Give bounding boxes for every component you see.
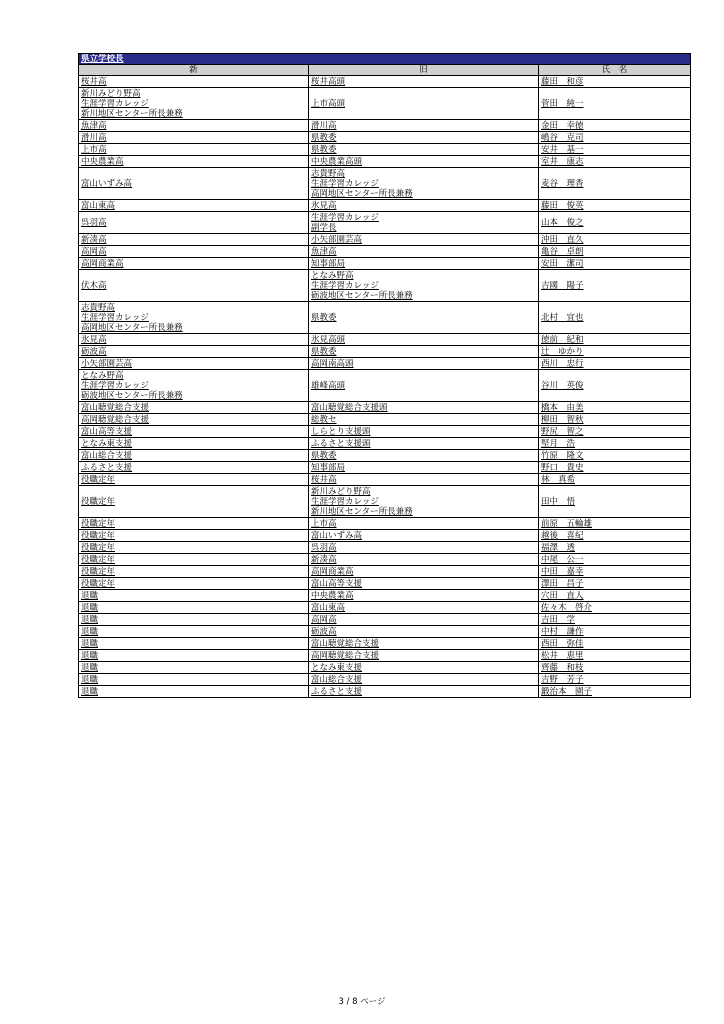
old-post-cell-line: 富山聴覚総合支援 [311,638,380,649]
old-post-cell-line: 富山いずみ高 [311,530,363,541]
old-post-cell-line: 知事部局 [311,462,346,473]
old-post-cell [309,370,539,402]
name-cell: 野口 貴史 [539,462,691,474]
old-post-cell [309,258,539,270]
name-cell: 松井 恵里 [539,650,691,662]
table-row [79,270,691,302]
old-post-cell-line: 県教委 [311,144,337,155]
new-post-cell-line: 富山東高 [81,200,116,211]
old-post-cell [309,246,539,258]
name-cell: 谷川 英俊 [539,370,691,402]
personnel-sheet [78,53,690,698]
old-post-cell-line: 高岡高 [311,614,337,625]
new-post-cell-line: 桜井高 [81,76,107,87]
new-post-cell-line: 伏木高 [81,280,107,291]
new-post-cell [79,246,309,258]
old-post-cell-line: 副学長 [311,222,337,233]
table-row [79,234,691,246]
new-post-cell-line: 富山高等支援 [81,426,133,437]
old-post-cell [309,638,539,650]
table-row [79,246,691,258]
new-post-cell [79,212,309,234]
name-cell: 中村 謙作 [539,626,691,638]
name-cell: 柳田 智秋 [539,414,691,426]
table-row [79,212,691,234]
old-post-cell-line: 富山総合支援 [311,674,363,685]
old-post-cell-line: となみ野高 [311,270,354,281]
new-post-cell [79,450,309,462]
old-post-cell-line: 中央農業高 [311,590,354,601]
new-post-cell-line: 新川地区センター所長兼務 [81,108,183,119]
name-cell: 北村 宜也 [539,302,691,334]
table-row [79,450,691,462]
name-cell: 齊藤 和枝 [539,662,691,674]
name-cell: 亀谷 卓朗 [539,246,691,258]
new-post-cell [79,662,309,674]
new-post-cell [79,626,309,638]
old-post-cell-line: しらとり支援頭 [311,426,371,437]
old-post-cell-line: 生涯学習カレッジ [311,496,379,507]
new-post-cell-line: 役職定年 [81,474,116,485]
new-post-cell-line: となみ東支援 [81,438,133,449]
new-post-cell-line: 富山総合支援 [81,450,133,461]
new-post-cell [79,88,309,120]
name-cell: 藤田 俊英 [539,200,691,212]
old-post-cell-line: 高岡地区センター所長兼務 [311,188,413,199]
new-post-cell-line: 退職 [81,686,99,697]
old-post-cell-line: 生涯学習カレッジ [311,280,379,291]
new-post-cell-line: 生涯学習カレッジ [81,312,149,323]
new-post-cell-line: 退職 [81,650,99,661]
old-post-cell [309,144,539,156]
name-cell: 吉田 学 [539,614,691,626]
new-post-cell [79,638,309,650]
old-post-cell-line: 知事部局 [311,258,346,269]
old-post-cell [309,212,539,234]
table-row [79,578,691,590]
new-post-cell-line: 高岡高 [81,246,107,257]
table-row [79,486,691,518]
table-row [79,626,691,638]
old-post-cell [309,650,539,662]
table-row [79,346,691,358]
new-post-cell [79,438,309,450]
old-post-cell-line: 生涯学習カレッジ [311,178,379,189]
table-row [79,474,691,486]
name-cell: 西川 忠行 [539,358,691,370]
old-post-cell [309,156,539,168]
old-post-cell [309,530,539,542]
old-post-cell-line: 生涯学習カレッジ [311,212,379,223]
old-post-cell-line: 県教委 [311,450,337,461]
name-cell: 福澤 透 [539,542,691,554]
name-cell: 徳前 紀和 [539,334,691,346]
new-post-cell-line: 砺波高 [81,346,107,357]
new-post-cell [79,650,309,662]
new-post-cell-line: 役職定年 [81,518,116,529]
new-post-cell-line: 魚津高 [81,120,107,131]
new-post-cell [79,346,309,358]
old-post-cell [309,402,539,414]
name-cell: 野尻 智之 [539,426,691,438]
old-post-cell [309,486,539,518]
old-post-cell [309,578,539,590]
old-post-cell [309,438,539,450]
old-post-cell [309,426,539,438]
old-post-cell [309,234,539,246]
old-post-cell [309,346,539,358]
old-post-cell [309,358,539,370]
old-post-cell-line: 魚津高 [311,246,337,257]
name-cell: 麦谷 理香 [539,168,691,200]
name-cell: 澤田 昌子 [539,578,691,590]
old-post-cell-line: 県教委 [311,346,337,357]
new-post-cell [79,686,309,698]
new-post-cell-line: 氷見高 [81,334,107,345]
table-row [79,402,691,414]
old-post-cell [309,474,539,486]
table-row [79,602,691,614]
new-post-cell [79,76,309,88]
new-post-cell-line: 退職 [81,638,99,649]
new-post-cell [79,334,309,346]
old-post-cell-line: 氷見高 [311,200,337,211]
old-post-cell [309,662,539,674]
new-post-cell [79,602,309,614]
name-cell: 安田 潔司 [539,258,691,270]
table-row [79,358,691,370]
old-post-cell-line: となみ東支援 [311,662,363,673]
new-post-cell [79,554,309,566]
new-post-cell [79,132,309,144]
new-post-cell [79,156,309,168]
new-post-cell-line: 富山聴覚総合支援 [81,402,150,413]
header-row [79,65,691,76]
table-row [79,542,691,554]
old-post-cell [309,686,539,698]
old-post-cell-line: 砺波高 [311,626,337,637]
section-title: 県立学校長 [79,54,691,65]
table-row [79,462,691,474]
old-post-cell [309,334,539,346]
table-row [79,518,691,530]
old-post-cell-line: 新川みどり野高 [311,486,371,497]
table-row [79,554,691,566]
old-post-cell-line: 桜井高頭 [311,76,346,87]
new-post-cell [79,258,309,270]
old-post-cell-line: 上市高頭 [311,98,346,109]
new-post-cell [79,144,309,156]
new-post-cell [79,302,309,334]
old-post-cell-line: 上市高 [311,518,337,529]
new-post-cell-line: 退職 [81,602,99,613]
new-post-cell-line: 役職定年 [81,530,116,541]
new-post-cell-line: 新川みどり野高 [81,88,141,99]
name-cell: 金田 幸徳 [539,120,691,132]
new-post-cell-line: 呉羽高 [81,217,107,228]
table-row [79,200,691,212]
old-post-cell [309,270,539,302]
new-post-cell [79,474,309,486]
old-post-cell-line: 富山高等支援 [311,578,363,589]
new-post-cell-line: 役職定年 [81,578,116,589]
old-post-cell [309,674,539,686]
name-cell: 辻 ゆかり [539,346,691,358]
name-cell: 西田 弥佳 [539,638,691,650]
table-row [79,590,691,602]
table-row [79,144,691,156]
old-post-cell-line: ふるさと支援 [311,686,363,697]
new-post-cell-line: ふるさと支援 [81,462,133,473]
new-post-cell [79,590,309,602]
old-post-cell-line: 新川地区センター所長兼務 [311,506,413,517]
header-name: 氏 名 [539,65,691,76]
old-post-cell-line: 新湊高 [311,554,337,565]
old-post-cell-line: 富山東高 [311,602,346,613]
new-post-cell [79,168,309,200]
new-post-cell-line: 退職 [81,614,99,625]
old-post-cell-line: 桜井高 [311,474,337,485]
new-post-cell [79,566,309,578]
new-post-cell [79,414,309,426]
new-post-cell-line: 役職定年 [81,496,116,507]
new-post-cell [79,578,309,590]
new-post-cell-line: 役職定年 [81,542,116,553]
table-row [79,120,691,132]
table-body [79,76,691,698]
table-row [79,426,691,438]
name-cell: 竹原 隆文 [539,450,691,462]
old-post-cell-line: 志貴野高 [311,168,346,179]
old-post-cell [309,76,539,88]
table-row [79,438,691,450]
name-cell: 安井 基一 [539,144,691,156]
old-post-cell-line: 中央農業高頭 [311,156,363,167]
new-post-cell [79,542,309,554]
table-row [79,530,691,542]
new-post-cell [79,518,309,530]
new-post-cell-line: となみ野高 [81,370,124,381]
old-post-cell [309,168,539,200]
new-post-cell [79,674,309,686]
new-post-cell-line: 退職 [81,662,99,673]
old-post-cell [309,88,539,120]
old-post-cell-line: 総教セ [311,414,337,425]
old-post-cell [309,626,539,638]
new-post-cell [79,530,309,542]
new-post-cell-line: 役職定年 [81,566,116,577]
old-post-cell-line: 高岡聴覚総合支援 [311,650,380,661]
old-post-cell [309,590,539,602]
new-post-cell [79,120,309,132]
table-row [79,686,691,698]
name-cell: 堅月 浩 [539,438,691,450]
page-number: 3 / 8 ページ [338,997,386,1007]
table-row [79,674,691,686]
table-row [79,334,691,346]
new-post-cell [79,462,309,474]
name-cell: 中尾 公一 [539,554,691,566]
old-post-cell [309,602,539,614]
table-row [79,302,691,334]
old-post-cell-line: 富山聴覚総合支援頭 [311,402,388,413]
table-row [79,614,691,626]
new-post-cell-line: 役職定年 [81,554,116,565]
new-post-cell-line: 新湊高 [81,234,107,245]
name-cell: 中田 嘉幸 [539,566,691,578]
old-post-cell [309,200,539,212]
name-cell: 前原 五輪雄 [539,518,691,530]
new-post-cell-line: 生涯学習カレッジ [81,98,149,109]
name-cell: 佐々木 啓介 [539,602,691,614]
name-cell: 林 真希 [539,474,691,486]
new-post-cell-line: 退職 [81,626,99,637]
table-row [79,76,691,88]
old-post-cell-line: 小矢部園芸高 [311,234,363,245]
table-row [79,370,691,402]
table-row [79,132,691,144]
new-post-cell [79,234,309,246]
table-row [79,638,691,650]
old-post-cell-line: 呉羽高 [311,542,337,553]
new-post-cell-line: 志貴野高 [81,302,116,313]
name-cell: 穴田 直人 [539,590,691,602]
name-cell: 鍛治本 園子 [539,686,691,698]
name-cell: 室井 康志 [539,156,691,168]
old-post-cell-line: 高岡商業高 [311,566,354,577]
table-row [79,662,691,674]
old-post-cell-line: 雄峰高頭 [311,380,346,391]
old-post-cell-line: 氷見高頭 [311,334,346,345]
old-post-cell [309,614,539,626]
new-post-cell-line: 中央農業高 [81,156,124,167]
new-post-cell [79,358,309,370]
personnel-table [78,53,691,698]
name-cell: 嶋谷 克司 [539,132,691,144]
new-post-cell-line: 砺波地区センター所長兼務 [81,390,183,401]
name-cell: 越後 喜紀 [539,530,691,542]
new-post-cell [79,486,309,518]
new-post-cell-line: 富山いずみ高 [81,178,133,189]
old-post-cell [309,566,539,578]
new-post-cell [79,370,309,402]
old-post-cell [309,120,539,132]
table-row [79,650,691,662]
table-row [79,258,691,270]
old-post-cell-line: 県教委 [311,132,337,143]
old-post-cell-line: 滑川高 [311,120,337,131]
new-post-cell-line: 生涯学習カレッジ [81,380,149,391]
table-row [79,414,691,426]
new-post-cell-line: 高岡地区センター所長兼務 [81,322,183,333]
table-row [79,88,691,120]
name-cell: 山本 俊之 [539,212,691,234]
new-post-cell-line: 退職 [81,674,99,685]
old-post-cell-line: 砺波地区センター所長兼務 [311,290,413,301]
old-post-cell-line: ふるさと支援頭 [311,438,371,449]
new-post-cell [79,270,309,302]
old-post-cell [309,414,539,426]
old-post-cell [309,462,539,474]
old-post-cell [309,518,539,530]
new-post-cell [79,200,309,212]
new-post-cell-line: 上市高 [81,144,107,155]
new-post-cell-line: 退職 [81,590,99,601]
table-row [79,566,691,578]
new-post-cell-line: 滑川高 [81,132,107,143]
new-post-cell-line: 小矢部園芸高 [81,358,133,369]
new-post-cell [79,402,309,414]
table-row [79,156,691,168]
name-cell: 吉國 陽子 [539,270,691,302]
header-old: 旧 [309,65,539,76]
old-post-cell-line: 県教委 [311,312,337,323]
old-post-cell [309,542,539,554]
new-post-cell [79,614,309,626]
header-new: 新 [79,65,309,76]
name-cell: 吉野 芳子 [539,674,691,686]
name-cell: 菅田 純一 [539,88,691,120]
new-post-cell [79,426,309,438]
old-post-cell [309,554,539,566]
name-cell: 藤田 和彦 [539,76,691,88]
old-post-cell-line: 高岡南高頭 [311,358,354,369]
old-post-cell [309,132,539,144]
section-title-row [79,54,691,65]
old-post-cell [309,302,539,334]
old-post-cell [309,450,539,462]
new-post-cell-line: 高岡商業高 [81,258,124,269]
name-cell: 橋本 由美 [539,402,691,414]
name-cell: 沖田 直久 [539,234,691,246]
table-row [79,168,691,200]
name-cell: 田中 悟 [539,486,691,518]
new-post-cell-line: 高岡聴覚総合支援 [81,414,150,425]
